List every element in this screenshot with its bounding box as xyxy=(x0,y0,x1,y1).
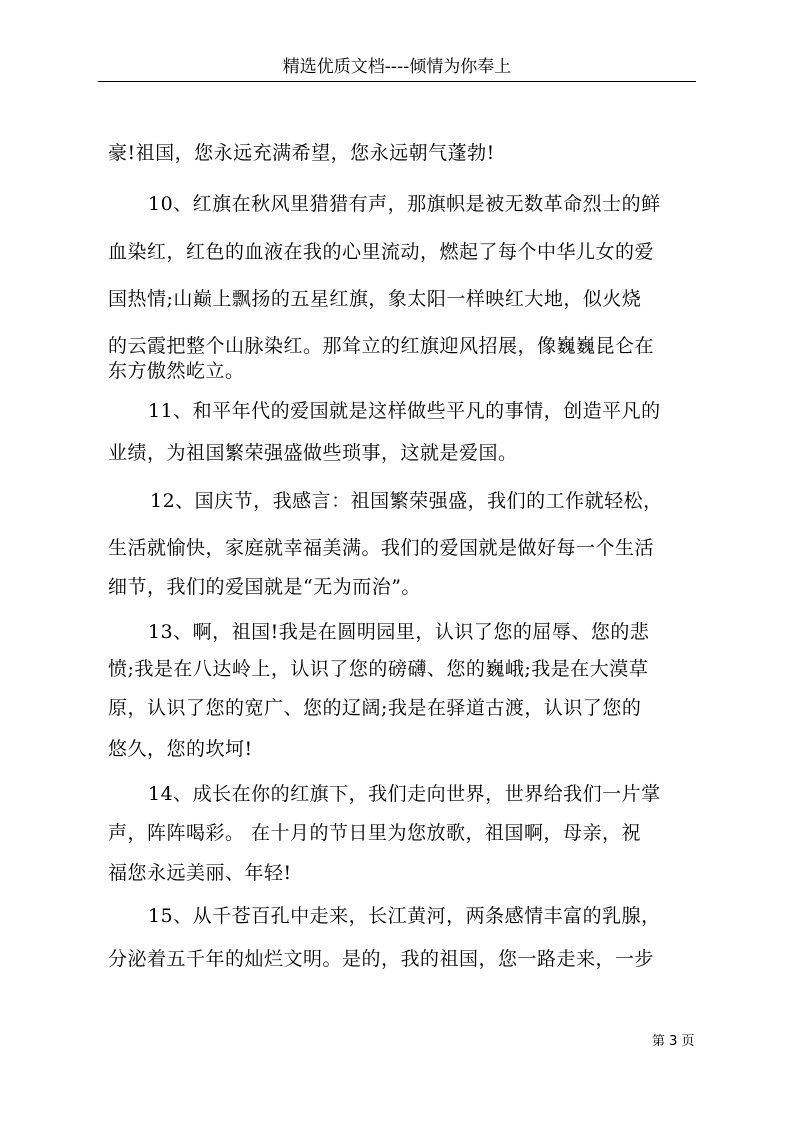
text-line: 国热情;山巅上飘扬的五星红旗，象太阳一样映红大地，似火烧 xyxy=(108,288,642,310)
page-number: 第 3 页 xyxy=(652,1034,695,1049)
text-line: 12、国庆节，我感言：祖国繁荣强盛，我们的工作就轻松， xyxy=(150,490,663,512)
text-line: 15、从千苍百孔中走来，长江黄河，两条感情丰富的乳腺， xyxy=(148,905,661,927)
text-line: 原，认识了您的宽广、您的辽阔;我是在驿道古渡，认识了您的 xyxy=(108,697,642,719)
text-line: 13、啊，祖国!我是在圆明园里，认识了您的屈辱、您的悲 xyxy=(148,621,650,643)
text-line: 生活就愉快，家庭就幸福美满。我们的爱国就是做好每一个生活 xyxy=(108,537,655,559)
text-line: 愤;我是在八达岭上，认识了您的磅礴、您的巍峨;我是在大漠草 xyxy=(108,658,649,680)
text-line: 细节，我们的爱国就是“无为而治”。 xyxy=(108,576,421,598)
text-line: 东方傲然屹立。 xyxy=(108,360,245,382)
text-line: 血染红，红色的血液在我的心里流动，燃起了每个中华儿女的爱 xyxy=(108,241,655,263)
header-divider xyxy=(98,81,696,82)
text-line: 14、成长在你的红旗下，我们走向世界，世界给我们一片掌 xyxy=(148,783,661,805)
text-line: 10、红旗在秋风里猎猎有声，那旗帜是被无数革命烈士的鲜 xyxy=(148,193,661,215)
text-line: 11、和平年代的爱国就是这样做些平凡的事情，创造平凡的 xyxy=(148,400,661,422)
page-header-title: 精选优质文档----倾情为你奉上 xyxy=(282,57,512,77)
text-line: 福您永远美丽、年轻! xyxy=(108,862,292,884)
text-line: 的云霞把整个山脉染红。那耸立的红旗迎风招展，像巍巍昆仑在 xyxy=(108,335,655,357)
text-line: 分泌着五千年的灿烂文明。是的，我的祖国，您一路走来，一步 xyxy=(108,948,655,970)
text-line: 豪!祖国，您永远充满希望，您永远朝气蓬勃! xyxy=(108,142,495,164)
text-line: 声，阵阵喝彩。 在十月的节日里为您放歌，祖国啊，母亲，祝 xyxy=(108,822,642,844)
text-line: 悠久，您的坎坷! xyxy=(108,738,253,760)
text-line: 业绩，为祖国繁荣强盛做些琐事，这就是爱国。 xyxy=(108,442,518,464)
